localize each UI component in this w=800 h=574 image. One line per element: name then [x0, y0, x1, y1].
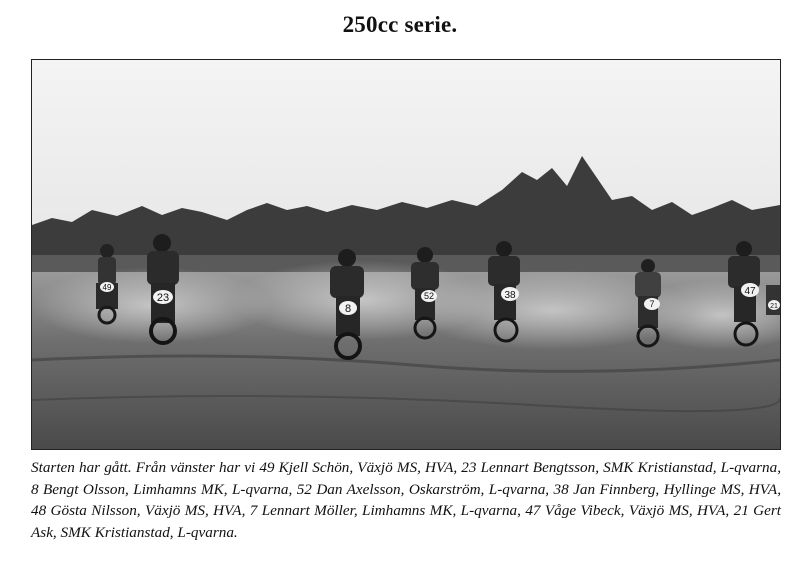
- svg-text:21: 21: [770, 303, 778, 310]
- svg-text:52: 52: [423, 291, 435, 301]
- photo-caption: Starten har gått. Från vänster har vi 49 Kjell Schön, Växjö MS, HVA, 23 Lennart Bengtsson, SMK Kristianstad, L-qvarna, 8 Bengt Olsson, Limhamns MK, L-qvarna, 52 Dan Axelsson, Oskarström, L-qvarna, 38 Jan Finnberg, Hyllinge MS, HVA, 48 Gösta Nilsson, Växjö MS, HVA, 7 Lennart Möller, Limhamns MK, L-qvarna, 47 Våge Vibeck, Växjö MS, HVA, 21 Gert Ask, SMK Kristianstad, L-qvarna.: [31, 459, 781, 541]
- svg-text:23: 23: [156, 292, 170, 304]
- svg-text:38: 38: [504, 290, 516, 301]
- svg-text:8: 8: [344, 303, 352, 315]
- svg-text:49: 49: [102, 283, 112, 292]
- rider-21: [766, 285, 780, 315]
- svg-text:7: 7: [649, 299, 655, 309]
- svg-text:47: 47: [744, 286, 756, 297]
- page-title: 250cc serie.: [342, 12, 458, 37]
- race-start-photo: [31, 59, 781, 450]
